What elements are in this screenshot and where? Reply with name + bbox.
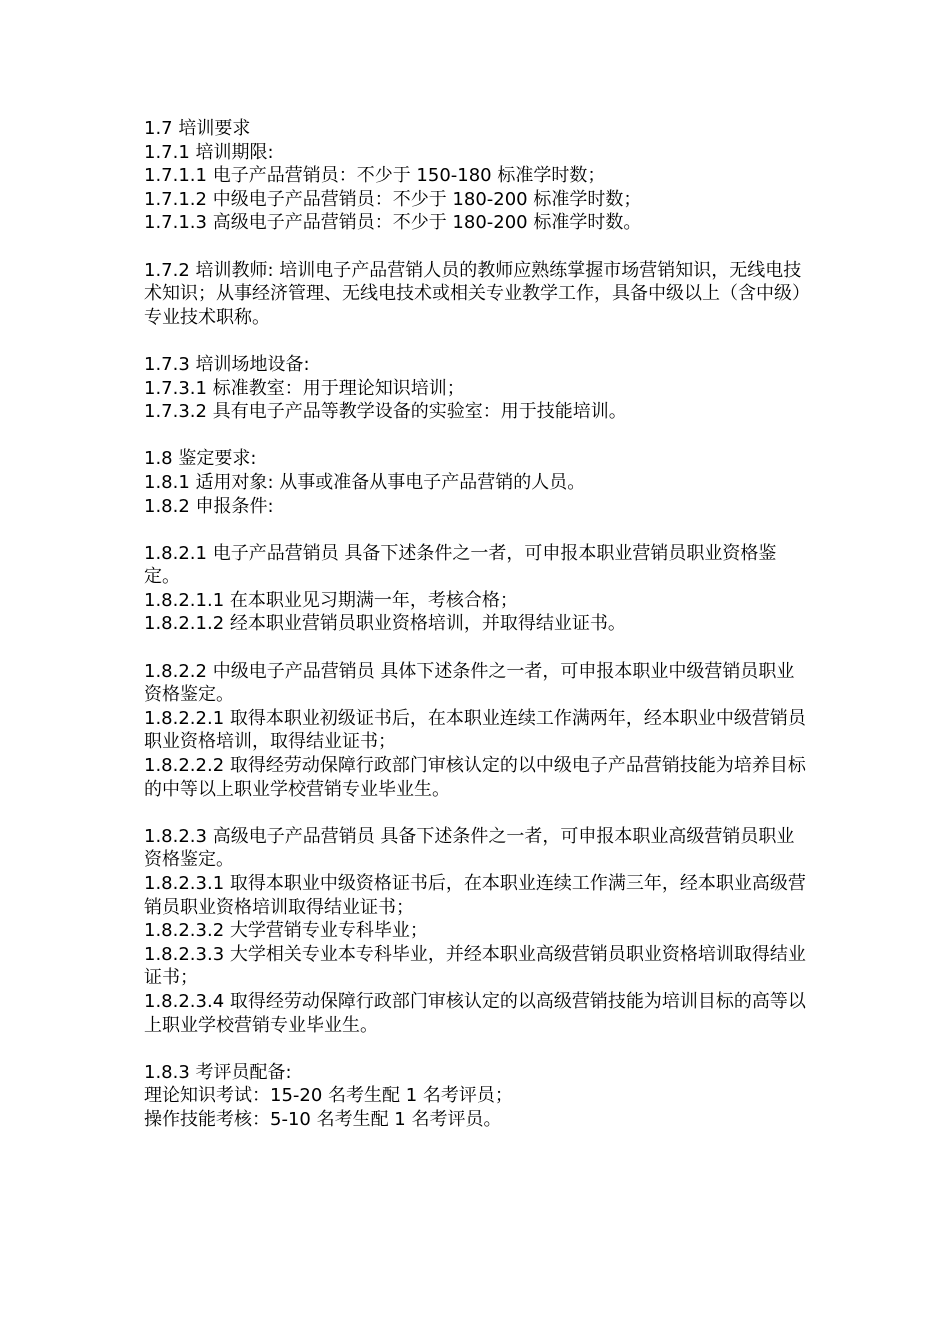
paragraph-line: 1.8.2.3.2 大学营销专业专科毕业； — [144, 920, 428, 942]
heading-1-8: 1.8 鉴定要求: — [144, 448, 257, 470]
heading-1-7: 1.7 培训要求 — [144, 118, 251, 139]
section-training-duration — [144, 117, 809, 235]
section-basic-level — [144, 542, 809, 636]
paragraph-line: 1.8.2.2 中级电子产品营销员 具体下述条件之一者，可申报本职业中级营销员职业资格鉴定。 — [144, 660, 795, 706]
paragraph-line: 1.8.2.3.3 大学相关专业本专科毕业，并经本职业高级营销员职业资格培训取得结业证书； — [144, 943, 806, 989]
paragraph-line: 1.7.1.1 电子产品营销员：不少于 150-180 标准学时数； — [144, 165, 606, 187]
heading-1-8-3: 1.8.3 考评员配备: — [144, 1061, 292, 1083]
paragraph-line: 1.7.1.2 中级电子产品营销员：不少于 180-200 标准学时数； — [144, 188, 642, 210]
section-advanced-level — [144, 825, 809, 1037]
paragraph-line: 操作技能考核：5-10 名考生配 1 名考评员。 — [144, 1108, 502, 1130]
section-intermediate-level — [144, 660, 809, 802]
paragraph-line: 1.8.2.1.1 在本职业见习期满一年，考核合格； — [144, 589, 518, 611]
paragraph-line: 1.8.2.1.2 经本职业营销员职业资格培训，并取得结业证书。 — [144, 613, 626, 635]
document-body — [144, 117, 809, 1155]
heading-1-7-1: 1.7.1 培训期限: — [144, 141, 274, 163]
paragraph-line: 1.7.2 培训教师: 培训电子产品营销人员的教师应熟练掌握市场营销知识，无线电技术知识；从事经济管理、无线电技术或相关专业教学工作，具备中级以上（含中级）专业技术职称。 — [144, 259, 802, 328]
paragraph-line: 1.8.2.3 高级电子产品营销员 具备下述条件之一者，可申报本职业高级营销员职业资格鉴定。 — [144, 825, 795, 871]
paragraph-line: 1.8.2.3.4 取得经劳动保障行政部门审核认定的以高级营销技能为培训目标的高等以上职业学校营销专业毕业生。 — [144, 990, 806, 1036]
paragraph-line: 1.7.3.2 具有电子产品等教学设备的实验室：用于技能培训。 — [144, 401, 627, 423]
paragraph-line: 1.8.2.1 电子产品营销员 具备下述条件之一者，可申报本职业营销员职业资格鉴定。 — [144, 542, 777, 588]
paragraph-line: 1.7.3.1 标准教室：用于理论知识培训； — [144, 377, 465, 399]
heading-1-8-2: 1.8.2 申报条件: — [144, 495, 274, 517]
heading-1-7-3: 1.7.3 培训场地设备: — [144, 353, 310, 375]
paragraph-line: 1.8.2.3.1 取得本职业中级资格证书后，在本职业连续工作满三年，经本职业高级营销员职业资格培训取得结业证书； — [144, 873, 806, 918]
paragraph-line: 理论知识考试：15-20 名考生配 1 名考评员； — [144, 1085, 513, 1107]
section-training-teacher — [144, 259, 809, 330]
section-examiner-allocation — [144, 1061, 809, 1132]
paragraph-line: 1.8.2.2.2 取得经劳动保障行政部门审核认定的以中级电子产品营销技能为培养目标的中等以上职业学校营销专业毕业生。 — [144, 755, 806, 800]
paragraph-line: 1.8.1 适用对象: 从事或准备从事电子产品营销的人员。 — [144, 471, 586, 493]
section-training-facilities — [144, 353, 809, 424]
paragraph-line: 1.8.2.2.1 取得本职业初级证书后，在本职业连续工作满两年，经本职业中级营销员职业资格培训，取得结业证书； — [144, 707, 806, 753]
section-assessment-requirements — [144, 447, 809, 518]
paragraph-line: 1.7.1.3 高级电子产品营销员：不少于 180-200 标准学时数。 — [144, 212, 642, 234]
